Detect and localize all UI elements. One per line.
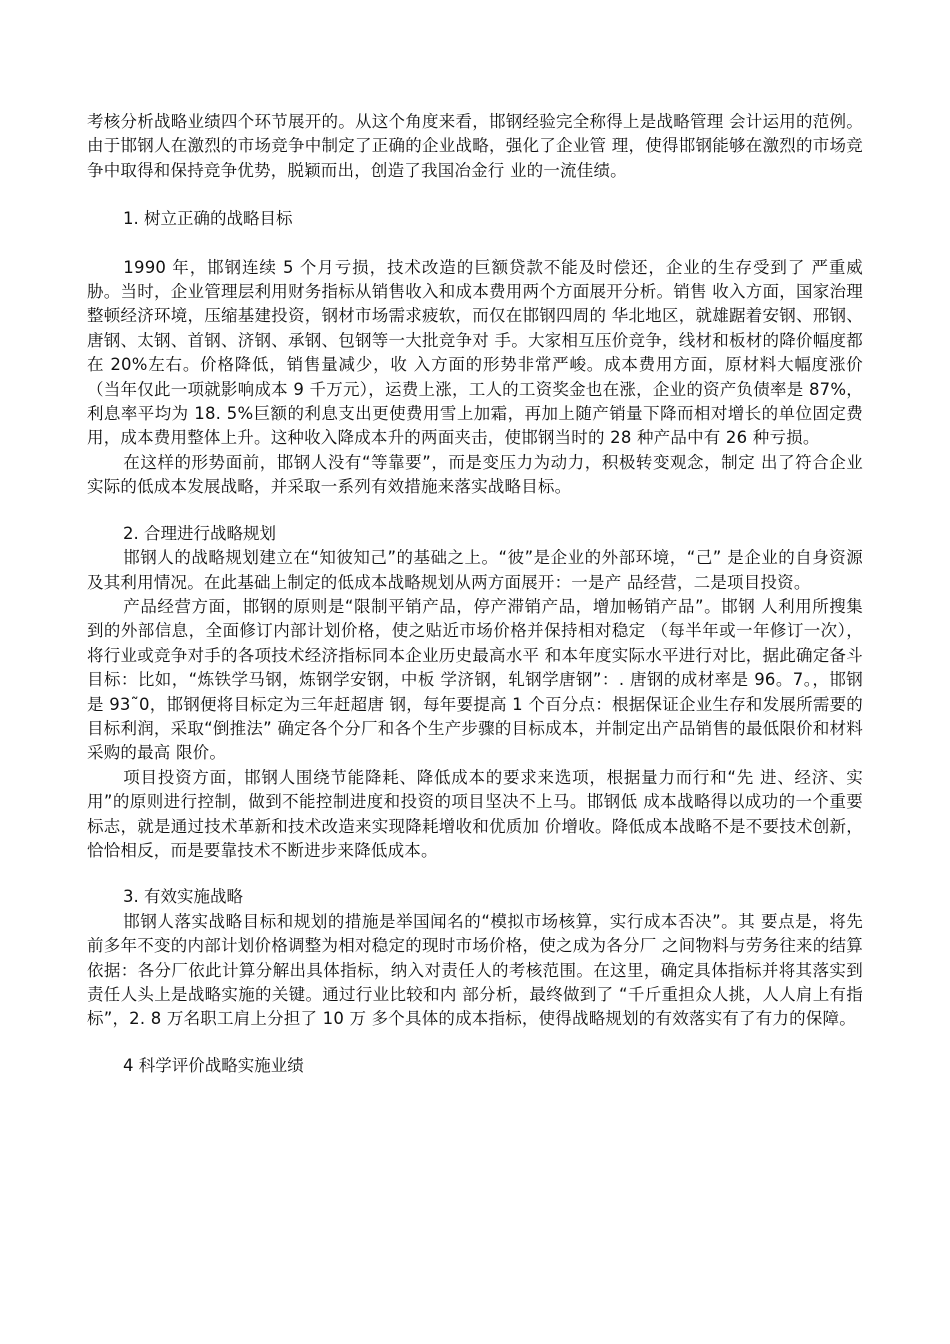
section-2-heading: 2. 合理进行战略规划 <box>123 523 276 543</box>
section-2-paragraph-1: 邯钢人的战略规划建立在“知彼知己”的基础之上。“彼”是企业的外部环境，“己” 是企业的自身资源及其利用情况。在此基础上制定的低成本战略规划从两方面展开：一是产 品经营，二是项目投资。 <box>87 548 863 592</box>
section-2-paragraph-2: 产品经营方面，邯钢的原则是“限制平销产品，停产滞销产品，增加畅销产品”。邯钢 人利用所搜集到的外部信息，全面修订内部计划价格，使之贴近市场价格并保持相对稳定 （每半年或一年修订一次），将行业或竞争对手的各项技术经济指标同本企业历史最高水平 和本年度实际水平进行对比，据此确定备斗目标：比如，“炼铁学马钢，炼钢学安钢，中板 学济钢，轧钢学唐钢”：. 唐钢的成材率是 96。7。，邯钢是 93˜0，邯钢便将目标定为三年赶超唐 钢，每年要提高 1 个百分点：根据保证企业生存和发展所需要的目标利润，采取“倒推法” 确定各个分厂和各个生产步骤的目标成本，并制定出产品销售的最低限价和材料采购的最高 限价。 <box>87 596 863 763</box>
section-2-paragraph-3: 项目投资方面，邯钢人围绕节能降耗、降低成本的要求来选项，根据量力而行和“先 进、经济、实用”的原则进行控制，做到不能控制进度和投资的项目坚决不上马。邯钢低 成本战略得以成功的一个重要标志，就是通过技术革新和技术改造来实现降耗增收和优质加 价增收。降低成本战略不是不要技术创新，恰恰相反，而是要靠技术不断进步来降低成本。 <box>87 767 863 860</box>
document-page <box>87 110 863 1078</box>
section-1-paragraph-2: 在这样的形势面前，邯钢人没有“等靠要”，而是变压力为动力，积极转变观念，制定 出了符合企业实际的低成本发展战略，并采取一系列有效措施来落实战略目标。 <box>87 452 863 497</box>
section-3-paragraph-1: 邯钢人落实战略目标和规划的措施是举国闻名的“模拟市场核算，实行成本否决”。其 要点是，将先前多年不变的内部计划价格调整为相对稳定的现时市场价格，使之成为各分厂 之间物料与劳务往来的结算依据：各分厂依此计算分解出具体指标，纳入对责任人的考核范围。在这里，确定具体指标并将其落实到责任人头上是战略实施的关键。通过行业比较和内 部分析，最终做到了 “千斤重担众人挑，人人肩上有指标”，2. 8 万名职工肩上分担了 10 万 多个具体的成本指标，使得战略规划的有效落实有了有力的保障。 <box>87 911 863 1029</box>
section-1-heading: 1. 树立正确的战略目标 <box>123 209 293 229</box>
section-4-heading: 4 科学评价战略实施业绩 <box>123 1055 304 1075</box>
section-1-paragraph-1: 1990 年，邯钢连续 5 个月亏损，技术改造的巨额贷款不能及时偿还，企业的生存受到了 严重威胁。当时，企业管理层利用财务指标从销售收入和成本费用两个方面展开分析。销售 收入方面，国家治理整顿经济环境，压缩基建投资，钢材市场需求疲软，而仅在邯钢四周的 华北地区，就雄踞着安钢、邢钢、唐钢、太钢、首钢、济钢、承钢、包钢等一大批竞争对 手。大家相互压价竞争，线材和板材的降价幅度都在 20%左右。价格降低，销售量减少，收 入方面的形势非常严峻。成本费用方面，原材料大幅度涨价（当年仅此一项就影响成本 9 千万元），运费上涨，工人的工资奖金也在涨，企业的资产负债率是 87%，利息率平均为 18. 5%巨额的利息支出更使费用雪上加霜，再加上随产销量下降而相对增长的单位固定费用，成本费用整体上升。这种收入降成本升的两面夹击，使邯钢当时的 28 种产品中有 26 种亏损。 <box>87 257 863 448</box>
section-3-heading: 3. 有效实施战略 <box>123 887 243 907</box>
intro-paragraph: 考核分析战略业绩四个环节展开的。从这个角度来看，邯钢经验完全称得上是战略管理 会计运用的范例。由于邯钢人在激烈的市场竞争中制定了正确的企业战略，强化了企业管 理，使得邯钢能够在激烈的市场竞争中取得和保持竞争优势，脱颖而出，创造了我国冶金行 业的一流佳绩。 <box>87 112 863 180</box>
